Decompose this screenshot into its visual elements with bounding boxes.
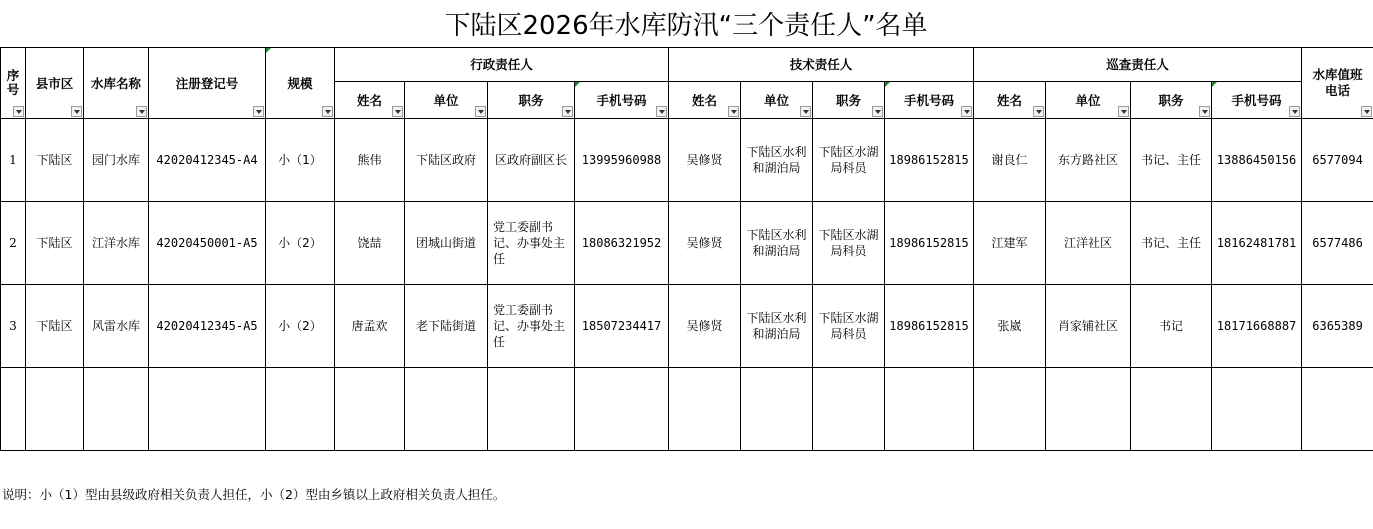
empty-cell	[575, 368, 669, 451]
empty-cell	[813, 368, 885, 451]
header-tech-unit-label: 单位	[764, 92, 790, 108]
cell-reg-no: 42020412345-A4	[149, 119, 266, 202]
cell-patrol-mobile: 13886450156	[1212, 119, 1302, 202]
cell-patrol-name: 张崴	[974, 285, 1046, 368]
cell-patrol-name: 谢良仁	[974, 119, 1046, 202]
header-district-label: 县市区	[35, 75, 74, 91]
table-row	[1, 202, 1373, 285]
header-district	[26, 48, 84, 119]
header-tech-position	[813, 82, 885, 119]
header-reservoir-name	[84, 48, 149, 119]
cell-admin-name: 唐孟欢	[335, 285, 405, 368]
filter-dropdown-icon[interactable]	[71, 106, 82, 117]
header-scale-label: 规模	[287, 75, 313, 91]
cell-tech-position-text: 下陆区水湖局科员	[818, 145, 879, 175]
cell-admin-unit: 老下陆街道	[405, 285, 488, 368]
header-tech-mobile	[885, 82, 974, 119]
empty-cell	[26, 368, 84, 451]
filter-dropdown-icon[interactable]	[656, 106, 667, 117]
cell-scale: 小（1）	[266, 119, 335, 202]
filter-dropdown-icon[interactable]	[1361, 106, 1372, 117]
cell-patrol-mobile: 18162481781	[1212, 202, 1302, 285]
cell-admin-unit: 下陆区政府	[405, 119, 488, 202]
cell-duty-phone: 6577094	[1302, 119, 1373, 202]
empty-cell	[885, 368, 974, 451]
header-tech-position-label: 职务	[836, 92, 862, 108]
cell-tech-mobile: 18986152815	[885, 119, 974, 202]
cell-admin-mobile: 18086321952	[575, 202, 669, 285]
table-row	[1, 119, 1373, 202]
empty-cell	[149, 368, 266, 451]
empty-cell	[405, 368, 488, 451]
header-admin-position	[488, 82, 575, 119]
empty-cell	[741, 368, 813, 451]
header-patrol-name-label: 姓名	[997, 92, 1023, 108]
cell-admin-position	[488, 285, 575, 368]
cell-tech-unit	[741, 202, 813, 285]
cell-tech-name: 吴修贤	[669, 119, 741, 202]
cell-tech-position	[813, 285, 885, 368]
filter-dropdown-icon[interactable]	[253, 106, 264, 117]
filter-dropdown-icon[interactable]	[136, 106, 147, 117]
header-reg-no-label: 注册登记号	[175, 75, 239, 91]
cell-reg-no: 42020412345-A5	[149, 285, 266, 368]
cell-reservoir: 江洋水库	[84, 202, 149, 285]
page-title: 下陆区2026年水库防汛“三个责任人”名单	[0, 0, 1372, 48]
cell-district: 下陆区	[26, 119, 84, 202]
cell-tech-position-text: 下陆区水湖局科员	[818, 228, 879, 258]
cell-seq: 2	[1, 202, 26, 285]
cell-patrol-position: 书记、主任	[1131, 119, 1212, 202]
cell-admin-mobile: 13995960988	[575, 119, 669, 202]
cell-tech-unit-text: 下陆区水利和湖泊局	[746, 228, 807, 258]
cell-tech-mobile: 18986152815	[885, 202, 974, 285]
cell-reservoir: 园门水库	[84, 119, 149, 202]
cell-scale: 小（2）	[266, 285, 335, 368]
empty-cell	[1131, 368, 1212, 451]
cell-duty-phone: 6365389	[1302, 285, 1373, 368]
cell-patrol-position: 书记、主任	[1131, 202, 1212, 285]
header-row-1	[1, 48, 1373, 82]
cell-patrol-name: 江建军	[974, 202, 1046, 285]
footnote: 说明：小（1）型由县级政府相关负责人担任，小（2）型由乡镇以上政府相关负责人担任。	[2, 487, 506, 502]
empty-cell	[488, 368, 575, 451]
green-marker-icon	[575, 82, 580, 87]
cell-patrol-unit: 肖家铺社区	[1046, 285, 1131, 368]
header-admin-mobile	[575, 82, 669, 119]
filter-dropdown-icon[interactable]	[800, 106, 811, 117]
header-patrol-unit-label: 单位	[1075, 92, 1101, 108]
empty-cell	[1046, 368, 1131, 451]
filter-dropdown-icon[interactable]	[392, 106, 403, 117]
cell-patrol-mobile: 18171668887	[1212, 285, 1302, 368]
cell-tech-mobile: 18986152815	[885, 285, 974, 368]
cell-tech-unit	[741, 119, 813, 202]
cell-tech-position-text: 下陆区水湖局科员	[818, 311, 879, 341]
header-admin-position-label: 职务	[518, 92, 544, 108]
green-marker-icon	[266, 48, 271, 53]
empty-cell	[84, 368, 149, 451]
cell-reg-no: 42020450001-A5	[149, 202, 266, 285]
filter-dropdown-icon[interactable]	[475, 106, 486, 117]
filter-dropdown-icon[interactable]	[728, 106, 739, 117]
header-admin-unit-label: 单位	[433, 92, 459, 108]
cell-patrol-unit: 东方路社区	[1046, 119, 1131, 202]
filter-dropdown-icon[interactable]	[1289, 106, 1300, 117]
header-seq	[1, 48, 26, 119]
empty-cell	[1302, 368, 1373, 451]
cell-tech-position	[813, 202, 885, 285]
filter-dropdown-icon[interactable]	[1033, 106, 1044, 117]
cell-patrol-unit: 江洋社区	[1046, 202, 1131, 285]
header-tech-group: 技术责任人	[669, 48, 974, 82]
header-admin-name-label: 姓名	[356, 92, 382, 108]
cell-admin-position: 区政府副区长	[488, 119, 575, 202]
header-tech-name	[669, 82, 741, 119]
header-patrol-group: 巡查责任人	[974, 48, 1302, 82]
header-duty-phone	[1302, 48, 1373, 119]
header-admin-mobile-label: 手机号码	[596, 92, 647, 108]
empty-cell	[669, 368, 741, 451]
header-patrol-name	[974, 82, 1046, 119]
cell-admin-mobile: 18507234417	[575, 285, 669, 368]
empty-cell	[974, 368, 1046, 451]
cell-patrol-position: 书记	[1131, 285, 1212, 368]
header-admin-group: 行政责任人	[335, 48, 669, 82]
cell-tech-position	[813, 119, 885, 202]
green-marker-icon	[885, 82, 890, 87]
header-admin-name	[335, 82, 405, 119]
filter-dropdown-icon[interactable]	[13, 106, 24, 117]
filter-dropdown-icon[interactable]	[1118, 106, 1129, 117]
filter-dropdown-icon[interactable]	[562, 106, 573, 117]
cell-tech-name: 吴修贤	[669, 285, 741, 368]
cell-admin-unit: 团城山街道	[405, 202, 488, 285]
filter-dropdown-icon[interactable]	[872, 106, 883, 117]
table-row	[1, 285, 1373, 368]
cell-seq: 1	[1, 119, 26, 202]
cell-district: 下陆区	[26, 285, 84, 368]
empty-cell	[1, 368, 26, 451]
empty-row	[1, 368, 1373, 451]
empty-cell	[266, 368, 335, 451]
header-patrol-unit	[1046, 82, 1131, 119]
header-duty-phone-label: 水库值班电话	[1312, 67, 1363, 98]
header-patrol-position-label: 职务	[1158, 92, 1184, 108]
cell-admin-name: 饶喆	[335, 202, 405, 285]
header-patrol-position	[1131, 82, 1212, 119]
filter-dropdown-icon[interactable]	[1199, 106, 1210, 117]
cell-tech-unit-text: 下陆区水利和湖泊局	[746, 311, 807, 341]
filter-dropdown-icon[interactable]	[961, 106, 972, 117]
empty-cell	[1212, 368, 1302, 451]
header-tech-name-label: 姓名	[692, 92, 718, 108]
green-marker-icon	[1212, 82, 1217, 87]
header-scale	[266, 48, 335, 119]
cell-admin-position-text: 党工委副书记、办事处主任	[493, 303, 566, 349]
header-reservoir-name-label: 水库名称	[90, 75, 141, 91]
cell-admin-name: 熊伟	[335, 119, 405, 202]
cell-admin-position	[488, 202, 575, 285]
header-seq-label: 序号	[6, 68, 20, 97]
cell-tech-unit-text: 下陆区水利和湖泊局	[746, 145, 807, 175]
header-tech-unit	[741, 82, 813, 119]
header-patrol-mobile-label: 手机号码	[1231, 92, 1282, 108]
header-patrol-mobile	[1212, 82, 1302, 119]
empty-cell	[335, 368, 405, 451]
cell-admin-position-text: 党工委副书记、办事处主任	[493, 220, 566, 266]
filter-dropdown-icon[interactable]	[322, 106, 333, 117]
responsibility-table	[0, 47, 1373, 451]
cell-district: 下陆区	[26, 202, 84, 285]
cell-scale: 小（2）	[266, 202, 335, 285]
cell-reservoir: 风雷水库	[84, 285, 149, 368]
header-tech-mobile-label: 手机号码	[904, 92, 955, 108]
header-admin-unit	[405, 82, 488, 119]
cell-tech-name: 吴修贤	[669, 202, 741, 285]
header-reg-no	[149, 48, 266, 119]
cell-duty-phone: 6577486	[1302, 202, 1373, 285]
cell-tech-unit	[741, 285, 813, 368]
cell-seq: 3	[1, 285, 26, 368]
